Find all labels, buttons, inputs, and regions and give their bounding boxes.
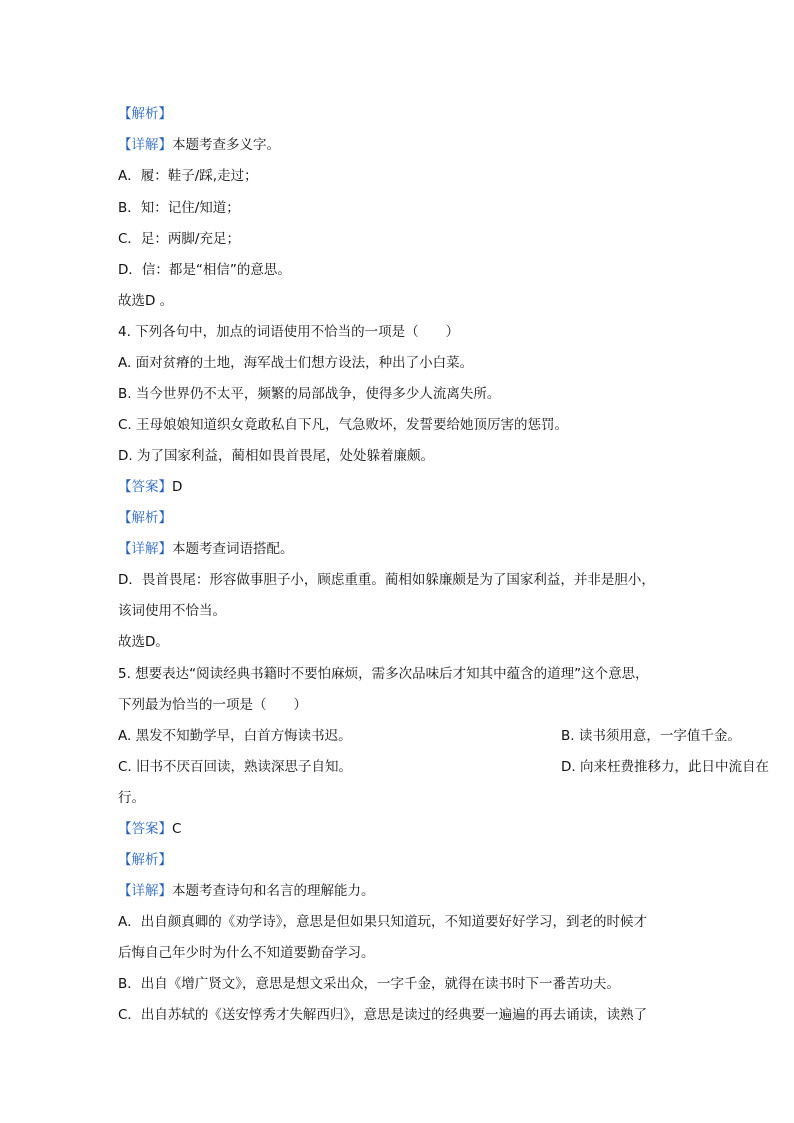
answer-line: 【答案】D [118, 479, 183, 495]
text-line: 后悔自己年少时为什么不知道要勤奋学习。 [118, 945, 375, 961]
text-line: D．畏首畏尾：形容做事胆子小，顾虑重重。蔺相如躲廉颇是为了国家利益，并非是胆小， [118, 572, 655, 588]
text-line: A．履：鞋子/踩,走过； [118, 168, 258, 184]
section-analysis-heading: 【解析】 [118, 510, 172, 526]
question-5: 5. 想要表达“阅读经典书籍时不要怕麻烦，需多次品味后才知其中蕴含的道理”这个意思， [118, 666, 649, 682]
text-line: A．出自颜真卿的《劝学诗》，意思是但如果只知道玩，不知道要好好学习，到老的时候才 [118, 914, 647, 930]
option-d: D. 为了国家利益，蔺相如畏首畏尾，处处躲着廉颇。 [118, 448, 434, 464]
option-a: A. 面对贫瘠的土地，海军战士们想方设法，种出了小白菜。 [118, 355, 474, 371]
answer-line: 【答案】C [118, 821, 182, 837]
detail-line: 【详解】本题考查诗句和名言的理解能力。 [118, 883, 375, 899]
text-line: C．出自苏轼的《送安惇秀才失解西归》，意思是读过的经典要一遍遍的再去诵读，读熟了 [118, 1007, 648, 1023]
text-line: C．足：两脚/充足； [118, 231, 240, 247]
text-line: B．出自《增广贤文》，意思是想文采出众，一字千金，就得在读书时下一番苦功夫。 [118, 976, 621, 992]
text-line: D．信：都是“相信”的意思。 [118, 262, 291, 278]
option-c: C. 王母娘娘知道织女竟敢私自下凡，气急败坏，发誓要给她顶厉害的惩罚。 [118, 417, 569, 433]
question-5-cont: 下列最为恰当的一项是（ ） [118, 697, 307, 713]
text-line: 该词使用不恰当。 [118, 603, 226, 619]
detail-line: 【详解】本题考查多义字。 [118, 137, 280, 153]
text-line: 行。 [118, 790, 145, 806]
detail-line: 【详解】本题考查词语搭配。 [118, 541, 294, 557]
text-line: 故选D。 [118, 634, 169, 650]
section-analysis-heading: 【解析】 [118, 106, 172, 122]
section-analysis-heading: 【解析】 [118, 852, 172, 868]
text-line: B．知：记住/知道； [118, 200, 240, 216]
text-line: 故选D 。 [118, 293, 174, 309]
options-ab: A. 黑发不知勤学早，白首方悔读书迟。 B. 读书须用意，一字值千金。 [118, 728, 741, 744]
option-b: B. 当今世界仍不太平，频繁的局部战争，使得多少人流离失所。 [118, 386, 501, 402]
question-4: 4. 下列各句中，加点的词语使用不恰当的一项是（ ） [118, 324, 460, 340]
options-cd: C. 旧书不厌百回读，熟读深思子自知。 D. 向来枉费推移力，此日中流自在 [118, 759, 769, 775]
